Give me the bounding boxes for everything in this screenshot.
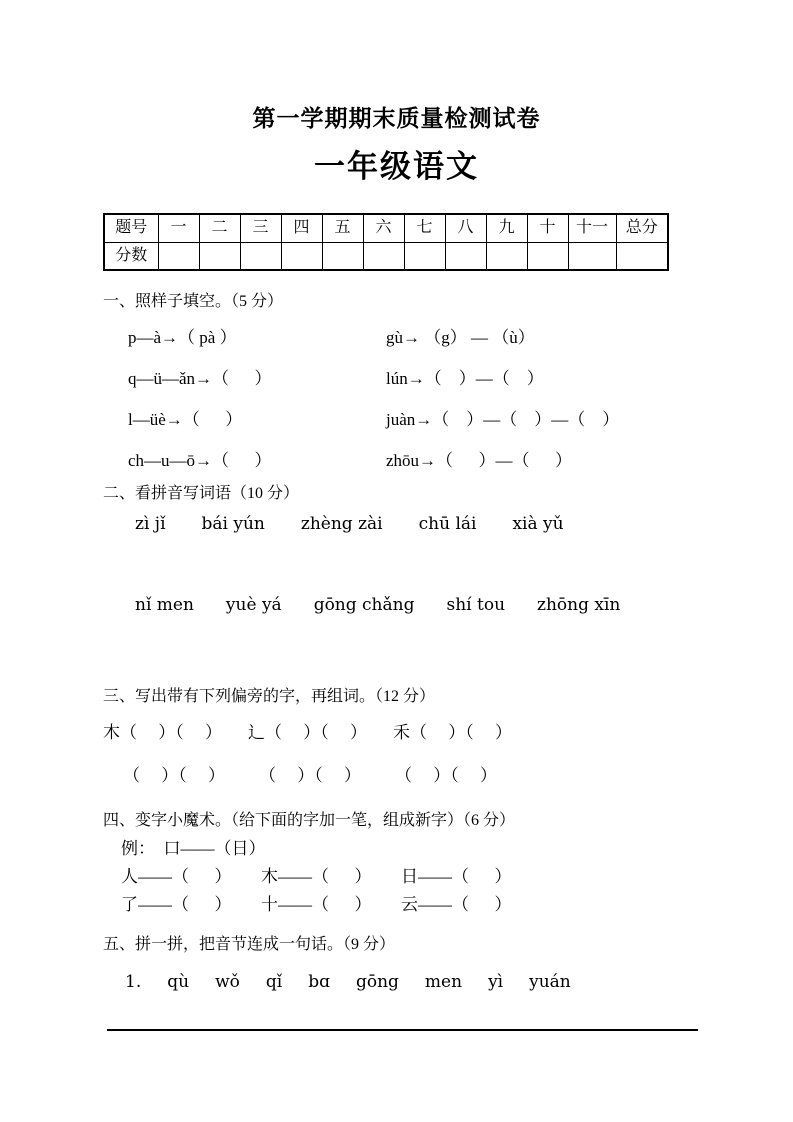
- score-value-cell: [158, 242, 199, 270]
- col-header: 十: [527, 214, 568, 242]
- score-table: [103, 213, 669, 271]
- exam-title: 第一学期期末质量检测试卷: [252, 106, 541, 131]
- pinyin-word: chū lái: [418, 513, 477, 534]
- score-value-cell: [568, 242, 616, 270]
- add-stroke-item: 人——（ ）: [121, 866, 232, 886]
- score-value-cell: [363, 242, 404, 270]
- radical-row: [103, 721, 793, 745]
- col-header: 总分: [616, 214, 668, 242]
- pinyin-word: zhèng zài: [300, 513, 383, 534]
- pinyin-word: zhōng xīn: [537, 594, 621, 615]
- pinyin-exercise: gù→ （g） — （ù）: [386, 328, 535, 348]
- pinyin-word: shí tou: [446, 594, 506, 615]
- col-header: 三: [240, 214, 281, 242]
- pinyin-word-row: [135, 513, 793, 537]
- pinyin-exercise: l—üè→（ ）: [128, 409, 243, 429]
- section2-heading: 二、看拼音写词语（10 分）: [103, 484, 300, 502]
- add-stroke-item: 云——（ ）: [401, 894, 512, 914]
- score-table-header-row: [104, 214, 668, 242]
- answer-line: [107, 1029, 698, 1031]
- pinyin-word: zì jǐ: [135, 513, 166, 534]
- fill-blank-row: [128, 449, 793, 473]
- add-stroke-item: 木——（ ）: [261, 866, 372, 886]
- score-label: 分数: [104, 242, 158, 270]
- pinyin-exercise: p—à→（ pà ）: [128, 328, 237, 348]
- syllable-row: [125, 971, 793, 995]
- pinyin-word: yuè yá: [225, 594, 282, 615]
- add-stroke-row: [121, 893, 793, 917]
- col-header: 九: [486, 214, 527, 242]
- add-stroke-row: [121, 865, 793, 889]
- syllable: qǐ: [265, 971, 283, 992]
- score-value-cell: [527, 242, 568, 270]
- section5-heading: 五、拼一拼，把音节连成一句话。（9 分）: [103, 936, 396, 954]
- pinyin-word: gōng chǎng: [313, 594, 415, 615]
- col-header: 六: [363, 214, 404, 242]
- blank-group: （ ）（ ）: [123, 765, 225, 785]
- pinyin-word: bái yún: [201, 513, 265, 534]
- score-value-cell: [281, 242, 322, 270]
- score-value-cell: [322, 242, 363, 270]
- item-number: 1.: [125, 971, 142, 992]
- blank-parens-row: [123, 764, 793, 788]
- syllable: bɑ: [308, 971, 330, 992]
- col-header: 八: [445, 214, 486, 242]
- pinyin-exercise: ch—u—ō→（ ）: [128, 450, 272, 470]
- pinyin-word: xià yǔ: [512, 513, 564, 534]
- col-header: 十一: [568, 214, 616, 242]
- blank-group: （ ）（ ）: [395, 765, 497, 785]
- col-header: 四: [281, 214, 322, 242]
- radical-group: 辶（ ）（ ）: [248, 722, 367, 742]
- syllable: gōng: [355, 971, 399, 992]
- score-value-cell: [486, 242, 527, 270]
- pinyin-exercise: lún→（ ）—（ ）: [386, 369, 544, 389]
- col-header: 一: [158, 214, 199, 242]
- score-value-cell: [616, 242, 668, 270]
- score-value-cell: [445, 242, 486, 270]
- syllable: wǒ: [215, 971, 240, 992]
- score-value-cell: [404, 242, 445, 270]
- pinyin-exercise: q—ü—ǎn→（ ）: [128, 369, 272, 389]
- col-header: 五: [322, 214, 363, 242]
- add-stroke-item: 十——（ ）: [261, 894, 372, 914]
- blank-group: （ ）（ ）: [259, 765, 361, 785]
- exam-content: [0, 213, 793, 1031]
- col-header: 二: [199, 214, 240, 242]
- section4-heading: 四、变字小魔术。（给下面的字加一笔，组成新字）（6 分）: [103, 811, 516, 829]
- section3-heading: 三、写出带有下列偏旁的字，再组词。（12 分）: [103, 687, 436, 705]
- pinyin-exercise: juàn→（ ）—（ ）—（ ）: [386, 409, 620, 429]
- add-stroke-item: 日——（ ）: [401, 866, 512, 886]
- syllable: qù: [167, 971, 190, 992]
- section1-heading: 一、照样子填空。（5 分）: [103, 293, 284, 310]
- radical-group: 木（ ）（ ）: [103, 722, 222, 742]
- fill-blank-row: [128, 408, 793, 432]
- score-table-score-row: [104, 242, 668, 270]
- exam-subtitle: 一年级语文: [314, 149, 479, 184]
- example-line: 例： 口——（日）: [121, 838, 266, 858]
- score-value-cell: [240, 242, 281, 270]
- fill-blank-row: [128, 367, 793, 391]
- syllable: yì: [488, 971, 504, 992]
- col-header: 七: [404, 214, 445, 242]
- pinyin-word: nǐ men: [135, 594, 194, 615]
- radical-group: 禾（ ）（ ）: [393, 722, 512, 742]
- pinyin-word-row: [135, 594, 793, 618]
- pinyin-exercise: zhōu→（ ）—（ ）: [386, 450, 573, 470]
- syllable: yuán: [529, 971, 571, 992]
- fill-blank-row: [128, 326, 793, 350]
- score-value-cell: [199, 242, 240, 270]
- question-number-label: 题号: [104, 214, 158, 242]
- add-stroke-item: 了——（ ）: [121, 894, 232, 914]
- syllable: men: [424, 971, 463, 992]
